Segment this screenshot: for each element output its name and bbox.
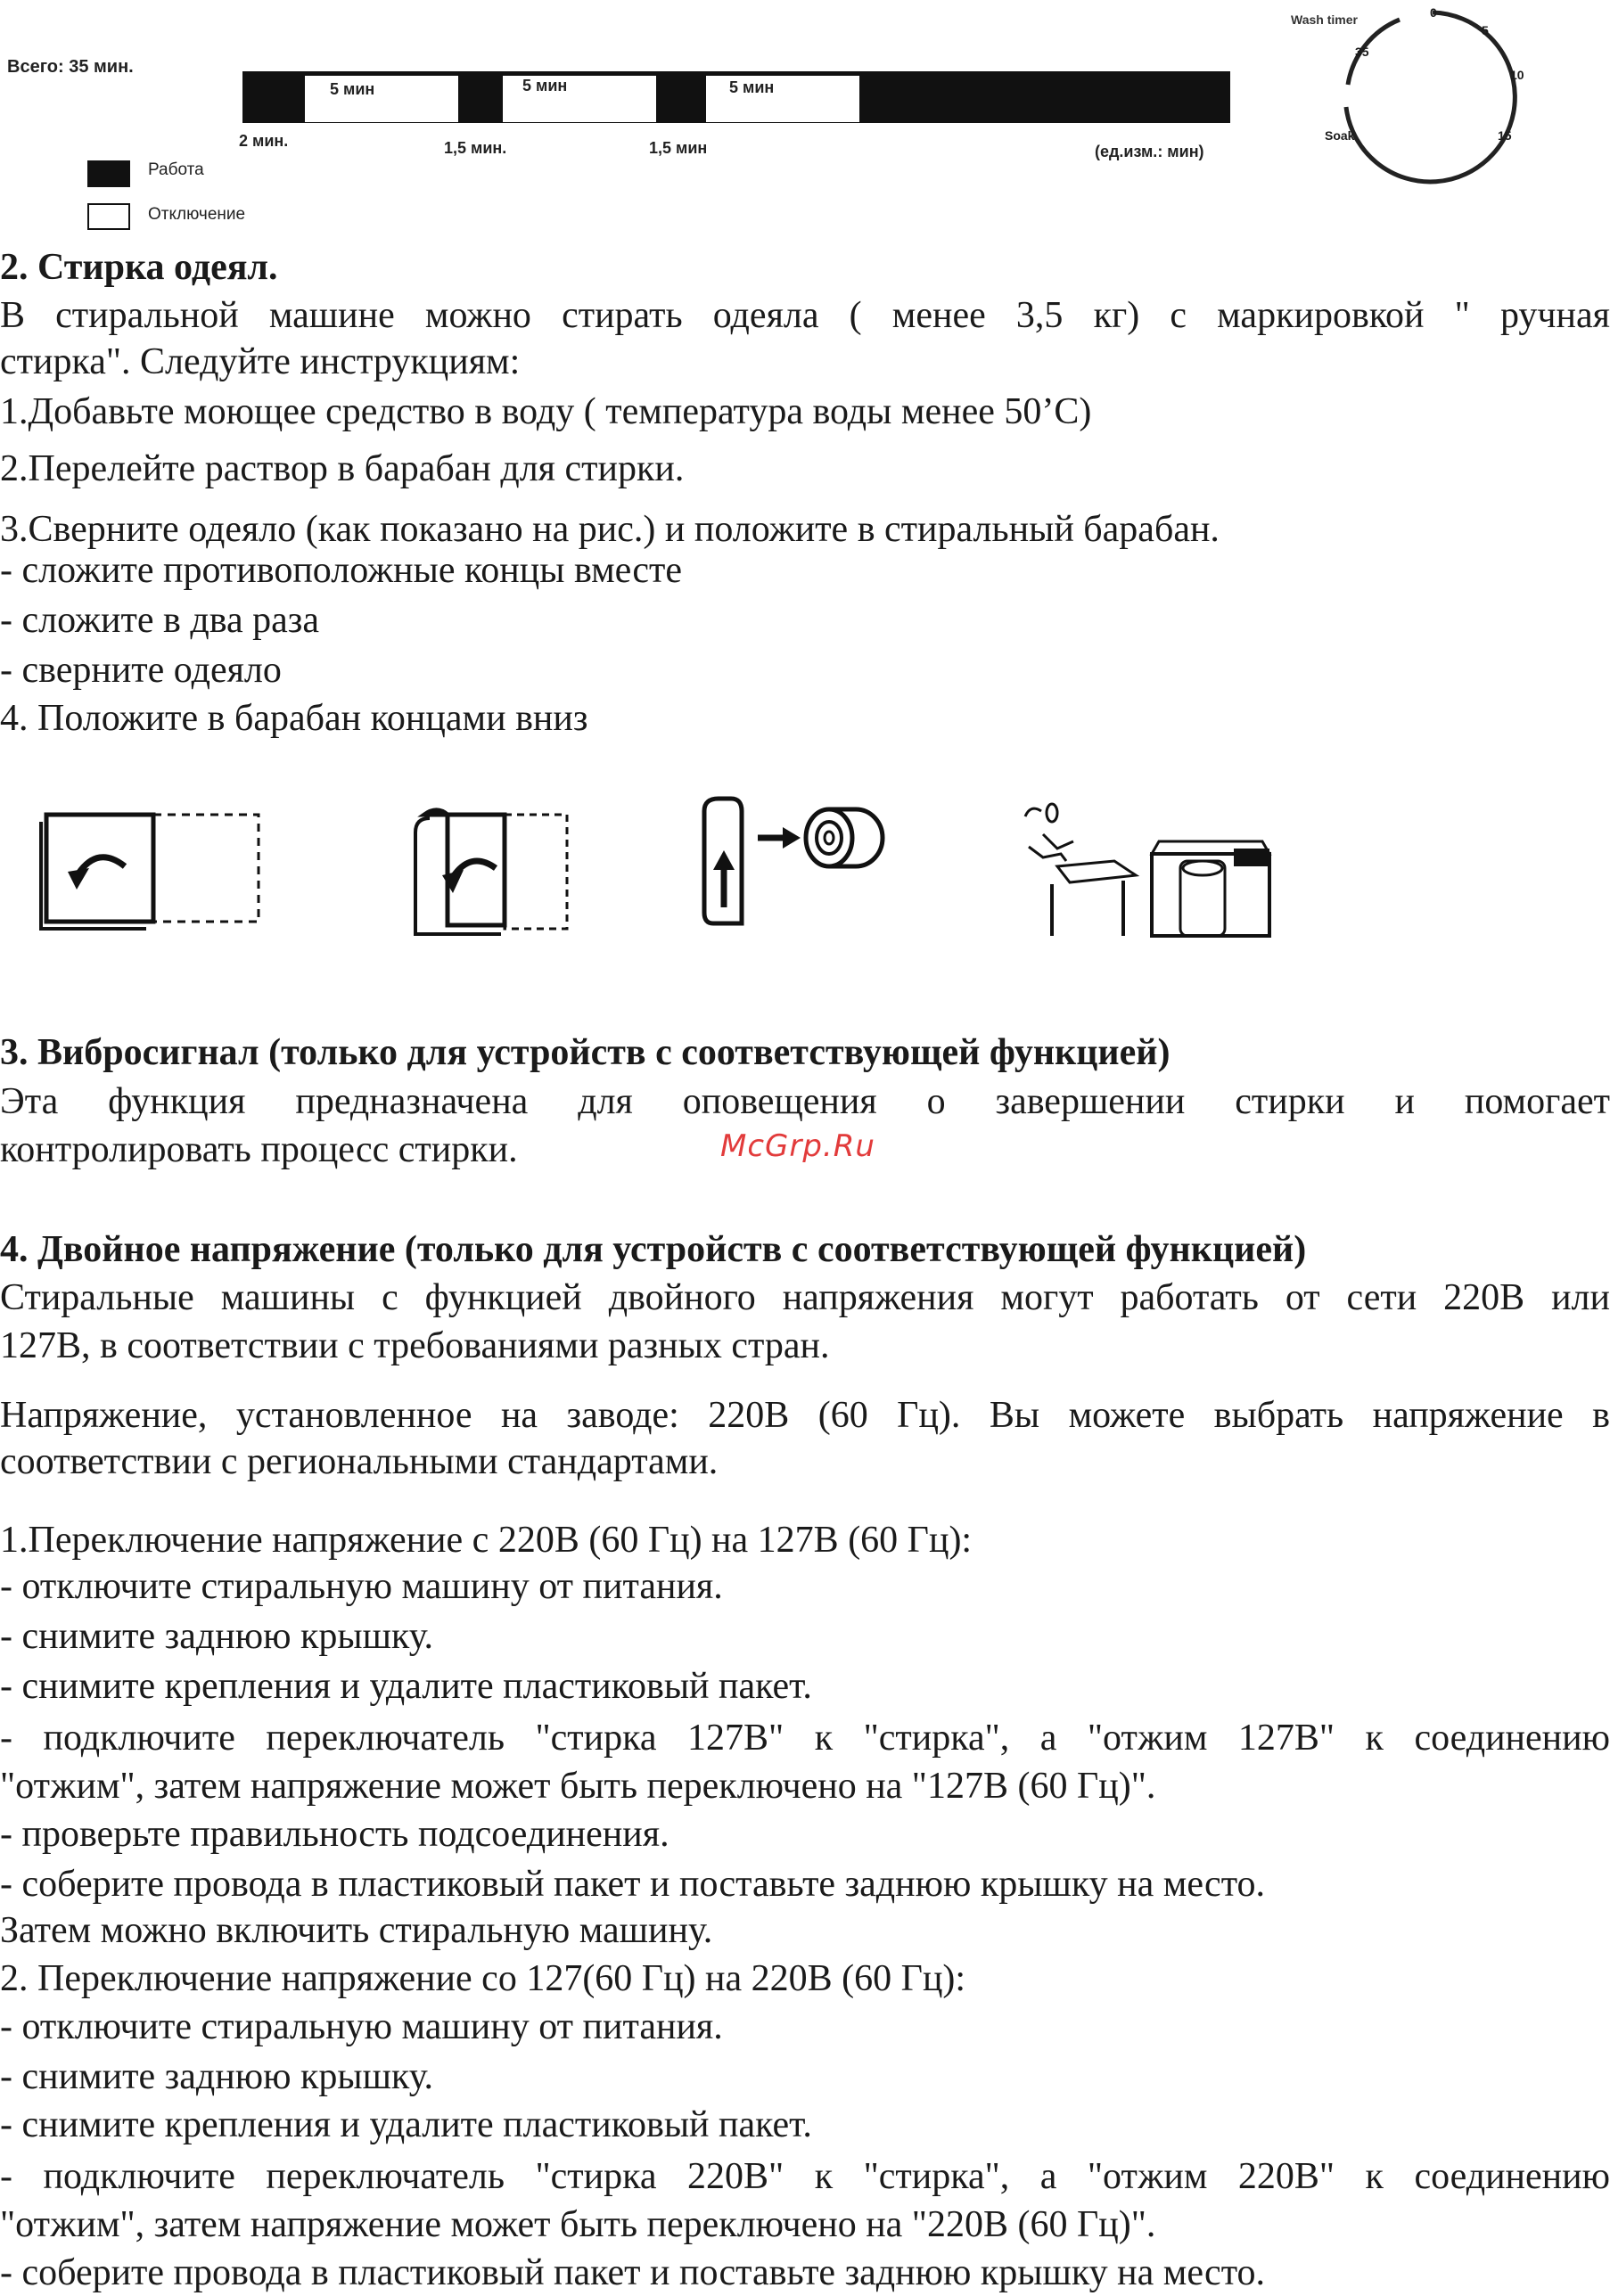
off-segment-1 — [305, 76, 458, 122]
total-label: Всего: 35 мин. — [7, 57, 134, 77]
section-2-heading: 2. Стирка одеял. — [0, 247, 278, 288]
fold-twice-icon — [412, 800, 572, 943]
section-4-a1: - отключите стиральную машину от питания. — [0, 1566, 723, 1607]
load-drum-icon — [1016, 799, 1284, 941]
dial-tick-15: 15 — [1498, 128, 1512, 143]
section-4-a4-line1: - подключите переключатель "стирка 127В" к "стирка", а "отжим 127В" к соединению — [0, 1718, 1610, 1759]
section-4-heading: 4. Двойное напряжение (только для устройств с соответствующей функцией) — [0, 1229, 1307, 1270]
segment-label-work-3: 1,5 мин — [649, 139, 708, 157]
section-3-heading: 3. Вибросигнал (только для устройств с соответствующей функцией) — [0, 1032, 1171, 1073]
section-4-p1-line2: 127В, в соответствии с требованиями разных стран. — [0, 1325, 830, 1366]
section-4-b4-line2: "отжим", затем напряжение может быть переключено на "220В (60 Гц)". — [0, 2204, 1156, 2245]
section-4-a-title: 1.Переключение напряжение с 220В (60 Гц) на 127В (60 Гц): — [0, 1520, 973, 1561]
section-4-p2-line2: соответствии с региональными стандартами. — [0, 1441, 719, 1482]
legend-work-swatch — [87, 160, 130, 187]
section-3-line1: Эта функция предназначена для оповещения о завершении стирки и помогает — [0, 1081, 1610, 1122]
segment-label-off-1: 5 мин — [330, 80, 375, 98]
segment-label-off-2: 5 мин — [522, 77, 568, 94]
section-2-step-4: 4. Положите в барабан концами вниз — [0, 698, 588, 739]
legend-work-label: Работа — [148, 160, 204, 179]
section-2-intro-line2: стирка". Следуйте инструкциям: — [0, 341, 521, 382]
section-4-b1: - отключите стиральную машину от питания. — [0, 2006, 723, 2047]
section-4-b4-line1: - подключите переключатель "стирка 220В" к "стирка", а "отжим 220В" к соединению — [0, 2156, 1610, 2197]
segment-label-work-1: 2 мин. — [239, 132, 289, 150]
timer-chart — [0, 0, 1293, 241]
dial-tick-10: 10 — [1510, 68, 1524, 82]
section-2-step-2: 2.Перелейте раствор в барабан для стирки. — [0, 448, 685, 489]
dial-graphic — [1284, 0, 1551, 187]
section-2-step-1: 1.Добавьте моющее средство в воду ( температура воды менее 50’С) — [0, 391, 1092, 432]
dial-tick-0: 0 — [1430, 5, 1437, 20]
section-4-p2-line1: Напряжение, установленное на заводе: 220В (60 Гц). Вы можете выбрать напряжение в — [0, 1395, 1610, 1436]
section-2-sub-2: - сложите в два раза — [0, 600, 320, 641]
legend-off-swatch — [87, 203, 130, 230]
section-2-sub-3: - сверните одеяло — [0, 650, 282, 691]
wash-timer-dial — [1284, 0, 1551, 187]
section-4-a2: - снимите заднюю крышку. — [0, 1616, 434, 1657]
segment-label-work-2: 1,5 мин. — [444, 139, 507, 157]
section-4-b5: - соберите провода в пластиковый пакет и поставьте заднюю крышку на место. — [0, 2252, 1265, 2293]
dial-tick-35: 35 — [1355, 45, 1369, 59]
legend-off-label: Отключение — [148, 205, 246, 224]
section-3-line2: контролировать процесс стирки. — [0, 1129, 518, 1170]
fold-ends-icon — [36, 802, 267, 936]
section-4-b-title: 2. Переключение напряжение со 127(60 Гц) на 220В (60 Гц): — [0, 1958, 966, 1999]
dial-title: Wash timer — [1291, 12, 1358, 27]
section-2-step-3: 3.Сверните одеяло (как показано на рис.) и положите в стиральный барабан. — [0, 509, 1220, 550]
section-2-intro-line1: В стиральной машине можно стирать одеяла ( менее 3,5 кг) с маркировкой " ручная — [0, 295, 1610, 336]
watermark-logo: McGrp.Ru — [720, 1128, 875, 1164]
section-4-a7: Затем можно включить стиральную машину. — [0, 1910, 713, 1951]
section-4-p1-line1: Стиральные машины с функцией двойного напряжения могут работать от сети 220В или — [0, 1277, 1610, 1318]
section-4-a4-line2: "отжим", затем напряжение может быть переключено на "127В (60 Гц)". — [0, 1766, 1156, 1807]
section-4-b2: - снимите заднюю крышку. — [0, 2056, 434, 2097]
section-4-b3: - снимите крепления и удалите пластиковый пакет. — [0, 2104, 812, 2145]
section-4-a3: - снимите крепления и удалите пластиковый пакет. — [0, 1666, 812, 1707]
dial-tick-5: 5 — [1482, 23, 1489, 37]
section-4-a6: - соберите провода в пластиковый пакет и поставьте заднюю крышку на место. — [0, 1864, 1265, 1905]
dial-soak-label: Soak — [1325, 128, 1355, 143]
units-label: (ед.изм.: мин) — [1095, 143, 1204, 160]
segment-label-off-3: 5 мин — [729, 78, 775, 96]
roll-blanket-icon — [695, 793, 900, 927]
section-2-sub-1: - сложите противоположные концы вместе — [0, 550, 682, 591]
section-4-a5: - проверьте правильность подсоединения. — [0, 1814, 669, 1855]
